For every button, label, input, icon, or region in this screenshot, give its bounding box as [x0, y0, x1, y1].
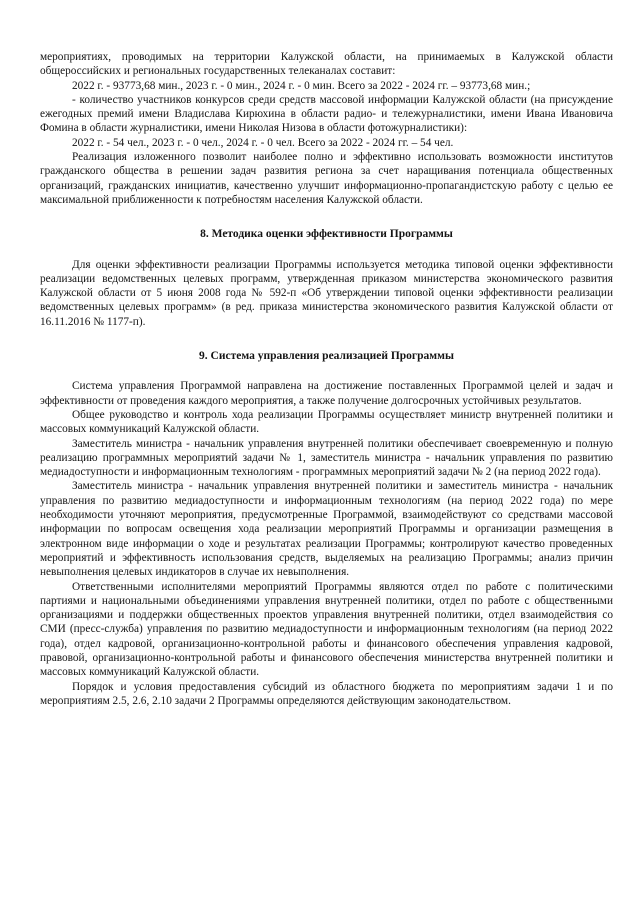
intro-contest-paragraph: - количество участников конкурсов среди средств массовой информации Калужской области (на присуждение ежегодных премий имени Владислава Кирюхина в области радио- и тележурналистики, имени Ивана Ивановича Фомина в области журналистики, имени Николая Низова в области фотожурналистики):: [40, 93, 613, 135]
section-9-paragraph-2: Общее руководство и контроль хода реализации Программы осуществляет министр внутренней политики и массовых коммуникаций Калужской области.: [40, 408, 613, 436]
intro-minutes-line: 2022 г. - 93773,68 мин., 2023 г. - 0 мин., 2024 г. - 0 мин. Всего за 2022 - 2024 гг. – 93773,68 мин.;: [72, 79, 531, 92]
section-8-paragraph-1: Для оценки эффективности реализации Программы используется методика типовой оценки эффективности реализации ведомственных целевых программ, утвержденная приказом министерства экономического развития Калужской области от 5 июня 2008 года № 592-п «Об утверждении типовой оценки эффективности реализации ведомственных целевых программ» (в ред. приказа министерства экономического развития Калужской области от 16.11.2016 № 1177-п).: [40, 258, 613, 328]
spacer: [40, 207, 613, 227]
section-9-paragraph-1: Система управления Программой направлена на достижение поставленных Программой целей и задач и эффективности от проведения каждого мероприятия, а также получение долгосрочных устойчивых результатов.: [40, 380, 613, 407]
section-9-paragraph-5: Ответственными исполнителями мероприятий Программы являются отдел по работе с политическими партиями и национальными объединениями управления внутренней политики, отдел по работе с общественными организациями и поддержки общественных проектов управления внутренней политики, отдел взаимодействия со СМИ (пресс-служба) управления по развитию медиадоступности и информационным технологиям (на период 2022 года), отдел кадровой, организационно-контрольной работы и финансового обеспечения управления кадровой, правовой, организационно-контрольной работы и финансового обеспечения министерства внутренней политики и массовых коммуникаций Калужской области.: [40, 580, 613, 679]
document-body: [40, 50, 613, 708]
section-9-paragraph-6: Порядок и условия предоставления субсидий из областного бюджета по мероприятиям задачи 1 и по мероприятиям 2.5, 2.6, 2.10 задачи 2 Программы определяются действующим законодательством.: [40, 680, 613, 707]
spacer: [40, 329, 613, 349]
spacer: [40, 242, 613, 258]
section-9-paragraph-4: Заместитель министра - начальник управления внутренней политики и заместитель министра - начальник управления по развитию медиадоступности и информационным технологиям (на период 2022 года) по мере необходимости уточняют мероприятия, предусмотренные Программой, взаимодействуют со средствами массовой информации по вопросам освещения хода реализации мероприятий Программы и организации размещения в электронном виде информации о ходе и результатах реализации Программы; контролируют качество проведенных мероприятий и эффективность использования средств, выделяемых на реализацию Программы; анализ причин невыполнения целевых индикаторов в случае их невыполнения.: [40, 480, 613, 579]
intro-paragraph-1: мероприятиях, проводимых на территории Калужской области, на принимаемых в Калужской области общероссийских и региональных государственных телеканалах составит:: [40, 51, 613, 78]
section-8-title: 8. Методика оценки эффективности Программы: [200, 228, 453, 241]
intro-summary-paragraph: Реализация изложенного позволит наиболее полно и эффективно использовать возможности институтов гражданского общества в решении задач развития региона за счет наращивания потенциала общественных организаций, гражданских инициатив, качественно улучшит информационно-пропагандистскую работу с целью ее максимальной приближенности к потребностям населения Калужской области.: [40, 151, 613, 206]
intro-participants-line: 2022 г. - 54 чел., 2023 г. - 0 чел., 2024 г. - 0 чел. Всего за 2022 - 2024 гг. – 54 чел.: [72, 136, 454, 149]
section-9-title: 9. Система управления реализацией Программы: [199, 350, 454, 363]
section-9-paragraph-3: Заместитель министра - начальник управления внутренней политики обеспечивает своевременную и полную реализацию программных мероприятий задачи № 1, заместитель министра - начальник управления по развитию медиадоступности и информационным технологиям - программных мероприятий задачи № 2 (на период 2022 года).: [40, 437, 613, 479]
spacer: [40, 363, 613, 379]
